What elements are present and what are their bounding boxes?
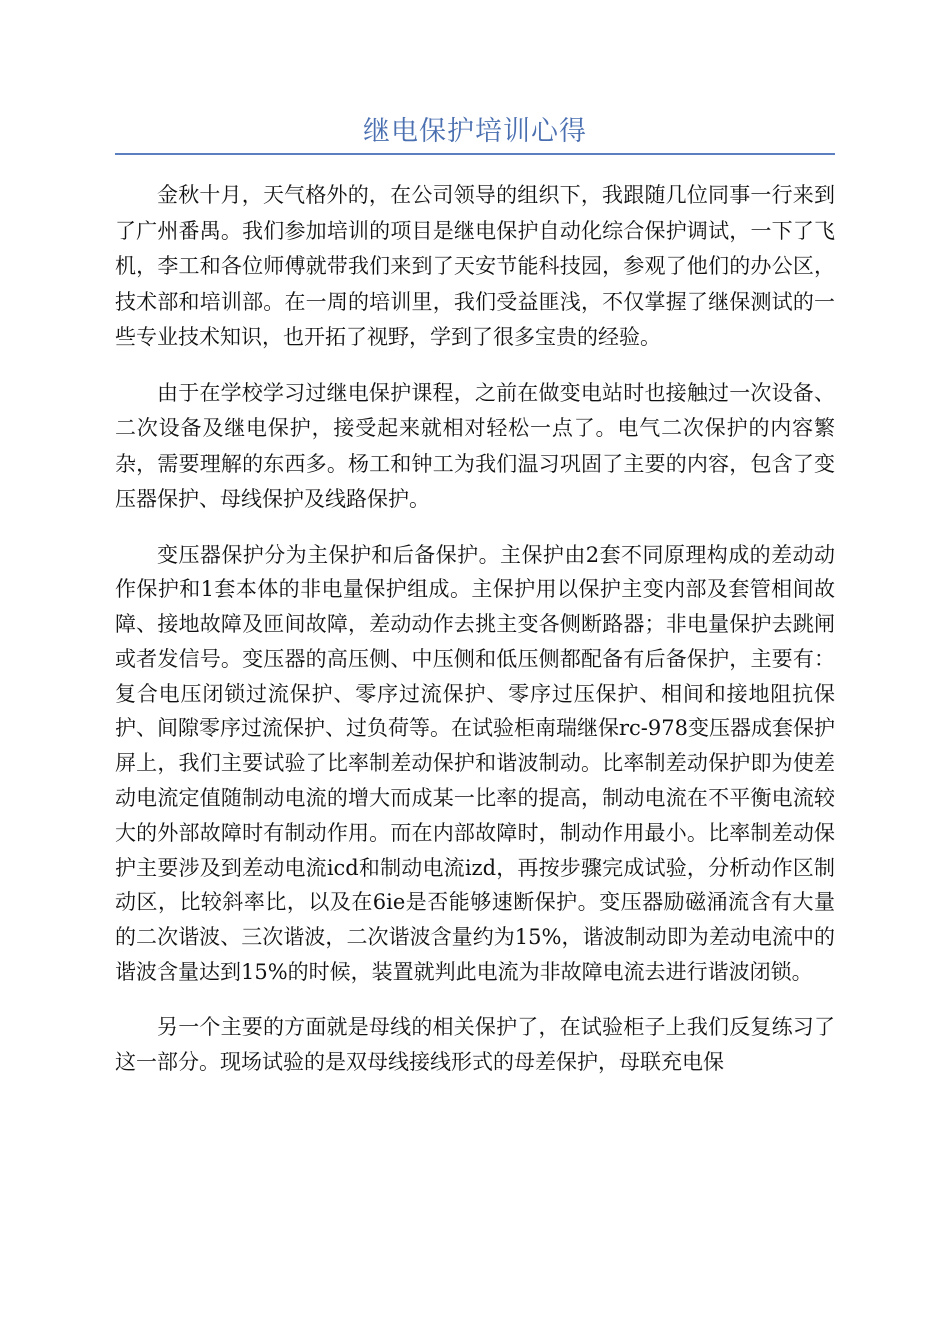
paragraph-course-review: 由于在学校学习过继电保护课程，之前在做变电站时也接触过一次设备、二次设备及继电保护，接受起来就相对轻松一点了。电气二次保护的内容繁杂，需要理解的东西多。杨工和钟工为我们温习巩固了主要的内容，包含了变压器保护、母线保护及线路保护。 xyxy=(115,380,835,511)
document-body xyxy=(115,178,835,1101)
paragraph-transformer-protection: 变压器保护分为主保护和后备保护。主保护由2套不同原理构成的差动动作保护和1套本体的非电量保护组成。主保护用以保护主变内部及套管相间故障、接地故障及匝间故障，差动动作去挑主变各侧断路器；非电量保护去跳闸或者发信号。变压器的高压侧、中压侧和低压侧都配备有后备保护，主要有：复合电压闭锁过流保护、零序过流保护、零序过压保护、相间和接地阻抗保护、间隙零序过流保护、过负荷等。在试验柜南瑞继保rc-978变压器成套保护屏上，我们主要试验了比率制差动保护和谐波制动。比率制差动保护即为使差动电流定值随制动电流的增大而成某一比率的提高，制动电流在不平衡电流较大的外部故障时有制动作用。而在内部故障时，制动作用最小。比率制差动保护主要涉及到差动电流icd和制动电流izd，再按步骤完成试验，分析动作区制动区，比较斜率比，以及在6ie是否能够速断保护。变压器励磁涌流含有大量的二次谐波、三次谐波，二次谐波含量约为15%，谐波制动即为差动电流中的谐波含量达到15%的时候，装置就判此电流为非故障电流去进行谐波闭锁。 xyxy=(115,542,835,985)
paragraph-intro: 金秋十月，天气格外的，在公司领导的组织下，我跟随几位同事一行来到了广州番禺。我们参加培训的项目是继电保护自动化综合保护调试，一下了飞机，李工和各位师傅就带我们来到了天安节能科技园，参观了他们的办公区，技术部和培训部。在一周的培训里，我们受益匪浅，不仅掌握了继保测试的一些专业技术知识，也开拓了视野，学到了很多宝贵的经验。 xyxy=(115,183,835,349)
title-underline xyxy=(115,153,835,155)
paragraph-busbar-protection: 另一个主要的方面就是母线的相关保护了，在试验柜子上我们反复练习了这一部分。现场试验的是双母线接线形式的母差保护，母联充电保 xyxy=(115,1014,835,1075)
document-title: 继电保护培训心得 xyxy=(363,116,587,147)
